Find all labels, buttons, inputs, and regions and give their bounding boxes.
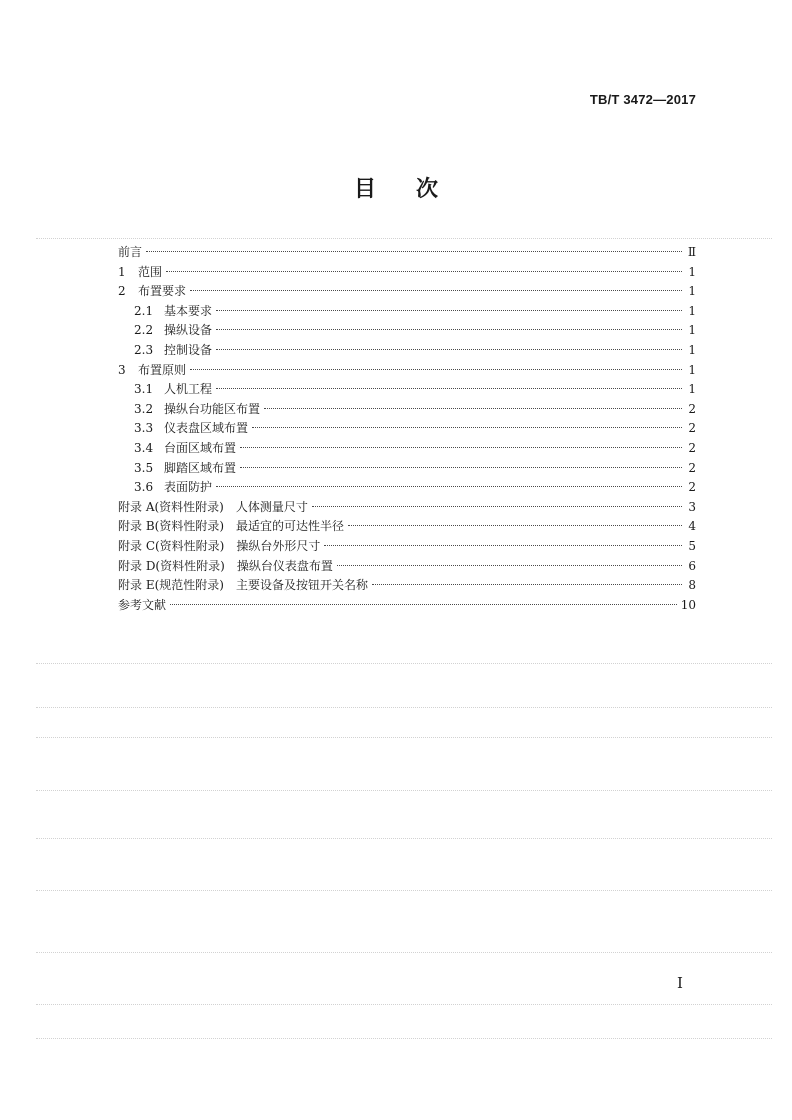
- toc-entry-page: 8: [688, 578, 696, 593]
- toc-entry-page: 1: [688, 264, 696, 279]
- toc-entry[interactable]: [118, 341, 696, 361]
- toc-entry[interactable]: [118, 321, 696, 341]
- toc-entry-page: 1: [688, 284, 696, 299]
- toc-entry[interactable]: [118, 498, 696, 518]
- toc-entry-page: 2: [688, 421, 696, 436]
- toc-entry-title: 脚踏区域布置: [164, 460, 237, 475]
- toc-entry-annex-label: 附录 E(规范性附录): [118, 578, 224, 593]
- toc-entry-title: 范围: [138, 264, 163, 279]
- toc-entry-number: 3.4: [134, 440, 154, 455]
- toc-entry-title: 主要设备及按钮开关名称: [235, 578, 368, 593]
- toc-entry-number: 2: [118, 284, 126, 299]
- toc-entry[interactable]: [118, 517, 696, 537]
- toc-dot-leader: [312, 506, 682, 507]
- scan-artifact-line: [36, 707, 772, 708]
- toc-entry[interactable]: [118, 380, 696, 400]
- toc-dot-leader: [170, 604, 677, 605]
- standard-number: TB/T 3472—2017: [589, 92, 696, 107]
- scan-artifact-line: [36, 790, 772, 791]
- toc-entry[interactable]: [118, 557, 696, 577]
- toc-dot-leader: [252, 427, 682, 428]
- toc-entry-title: 布置原则: [138, 362, 187, 377]
- toc-entry[interactable]: [118, 596, 696, 616]
- toc-entry-page: Ⅱ: [687, 245, 696, 259]
- scan-artifact-line: [36, 1038, 772, 1039]
- toc-entry-title: 人机工程: [164, 382, 213, 397]
- toc-entry-page: 1: [688, 362, 696, 377]
- toc-entry-title: 最适宜的可达性半径: [236, 519, 345, 534]
- toc-entry-page: 2: [688, 401, 696, 416]
- toc-entry-number: 3: [118, 362, 126, 377]
- scan-artifact-line: [36, 890, 772, 891]
- toc-entry-title: 人体测量尺寸: [235, 499, 308, 514]
- scan-artifact-line: [36, 238, 772, 239]
- toc-entry-page: 5: [688, 538, 696, 553]
- scan-artifact-line: [36, 737, 772, 738]
- toc-entry[interactable]: [118, 302, 696, 322]
- toc-entry-number: 3.1: [134, 382, 154, 397]
- toc-dot-leader: [216, 329, 682, 330]
- toc-entry[interactable]: [118, 478, 696, 498]
- toc-dot-leader: [216, 310, 682, 311]
- toc-entry-title: 前言: [118, 245, 143, 259]
- toc-entry-title: 仪表盘区域布置: [164, 421, 249, 436]
- toc-entry[interactable]: [118, 400, 696, 420]
- toc-entry-title: 基本要求: [164, 303, 213, 318]
- toc-entry[interactable]: [118, 361, 696, 381]
- toc-entry-number: 3.5: [134, 460, 154, 475]
- toc-entry-number: 2.2: [134, 323, 154, 338]
- toc-dot-leader: [324, 545, 682, 546]
- page-title: 目次: [353, 176, 478, 202]
- toc-dot-leader: [216, 349, 682, 350]
- toc-entry-number: 3.3: [134, 421, 154, 436]
- toc-entry-page: 1: [688, 342, 696, 357]
- toc-entry-annex-label: 附录 C(资料性附录): [118, 538, 225, 553]
- toc-entry-title: 操纵台外形尺寸: [236, 538, 321, 553]
- toc-entry-title: 参考文献: [118, 597, 167, 612]
- toc-entry-page: 4: [688, 519, 696, 534]
- toc-entry-page: 1: [688, 323, 696, 338]
- toc-dot-leader: [146, 251, 682, 252]
- toc-entry[interactable]: [118, 243, 696, 263]
- toc-dot-leader: [166, 271, 682, 272]
- toc-entry-title: 布置要求: [138, 284, 187, 299]
- toc-dot-leader: [190, 290, 682, 291]
- scan-artifact-line: [36, 1004, 772, 1005]
- scan-artifact-line: [36, 838, 772, 839]
- toc-entry-title: 操纵台功能区布置: [164, 401, 261, 416]
- toc-entry-page: 1: [688, 303, 696, 318]
- toc-dot-leader: [240, 467, 682, 468]
- toc-entry-title: 操纵设备: [164, 323, 213, 338]
- toc-entry-title: 台面区域布置: [164, 440, 237, 455]
- toc-entry-annex-label: 附录 B(资料性附录): [118, 519, 224, 534]
- toc-entry[interactable]: [118, 282, 696, 302]
- toc-dot-leader: [216, 486, 682, 487]
- toc-dot-leader: [190, 369, 682, 370]
- toc-entry-number: 3.2: [134, 401, 154, 416]
- toc-dot-leader: [372, 584, 682, 585]
- toc-entry-page: 2: [688, 480, 696, 495]
- page-number: I: [677, 974, 683, 992]
- toc-entry-number: 1: [118, 264, 126, 279]
- table-of-contents: [118, 243, 696, 615]
- toc-entry-page: 3: [688, 499, 696, 514]
- toc-dot-leader: [337, 565, 682, 566]
- toc-entry-page: 2: [688, 460, 696, 475]
- toc-entry-title: 表面防护: [164, 480, 213, 495]
- toc-entry[interactable]: [118, 439, 696, 459]
- toc-entry-annex-label: 附录 D(资料性附录): [118, 558, 225, 573]
- toc-entry-page: 6: [688, 558, 696, 573]
- toc-dot-leader: [216, 388, 682, 389]
- toc-entry-number: 3.6: [134, 480, 154, 495]
- toc-entry[interactable]: [118, 263, 696, 283]
- toc-dot-leader: [348, 525, 682, 526]
- toc-entry-title: 控制设备: [164, 342, 213, 357]
- toc-entry[interactable]: [118, 419, 696, 439]
- toc-entry[interactable]: [118, 459, 696, 479]
- toc-entry-page: 2: [688, 440, 696, 455]
- toc-entry-title: 操纵台仪表盘布置: [236, 558, 333, 573]
- toc-entry-number: 2.3: [134, 342, 154, 357]
- toc-entry-page: 10: [680, 597, 696, 612]
- toc-dot-leader: [264, 408, 682, 409]
- toc-entry-page: 1: [688, 382, 696, 397]
- scan-artifact-line: [36, 952, 772, 953]
- toc-dot-leader: [240, 447, 682, 448]
- toc-entry-annex-label: 附录 A(资料性附录): [118, 499, 224, 514]
- scan-artifact-line: [36, 663, 772, 664]
- toc-entry[interactable]: [118, 576, 696, 596]
- toc-entry-number: 2.1: [134, 303, 154, 318]
- toc-entry[interactable]: [118, 537, 696, 557]
